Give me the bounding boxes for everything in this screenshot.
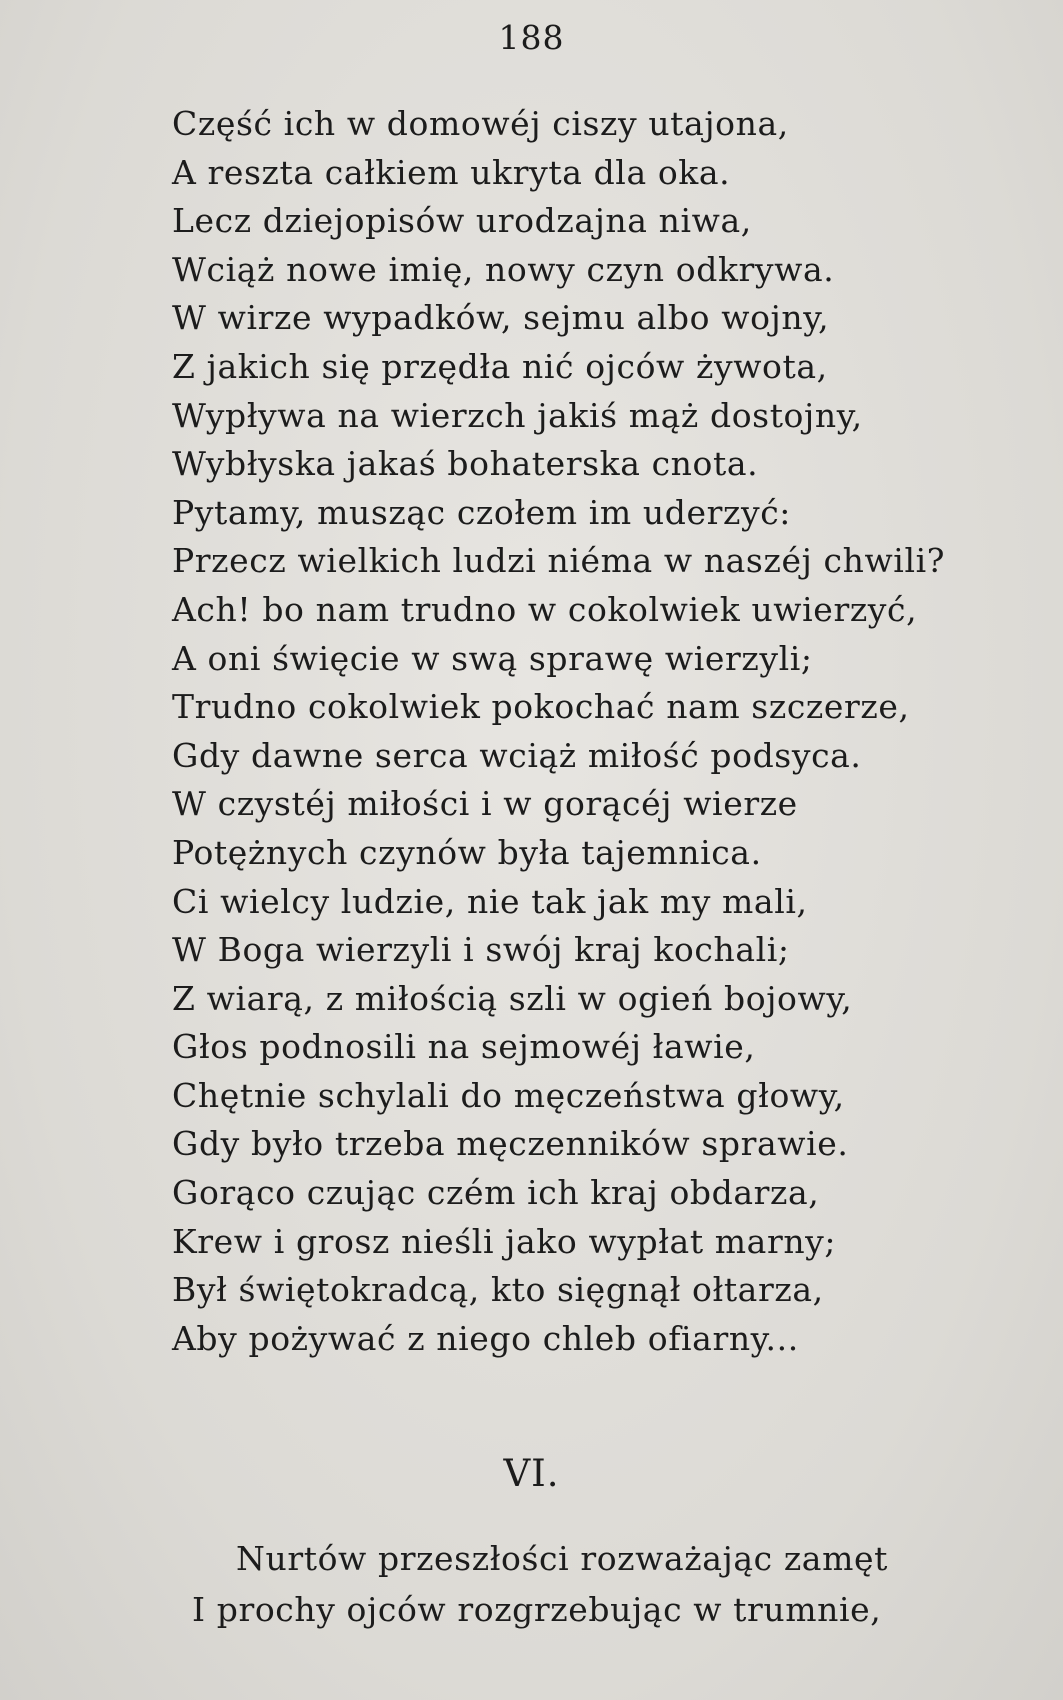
poem-line: Potężnych czynów była tajemnica.	[172, 832, 762, 872]
poem-line: W Boga wierzyli i swój kraj kochali;	[172, 930, 790, 970]
poem-line: Nurtów przeszłości rozważając zamęt	[236, 1539, 888, 1578]
poem-line: A reszta całkiem ukryta dla oka.	[172, 152, 731, 192]
poem-line: Ci wielcy ludzie, nie tak jak my mali,	[172, 881, 808, 921]
poem-line: Część ich w domowéj ciszy utajona,	[172, 104, 789, 143]
poem-line: Gdy dawne serca wciąż miłość podsyca.	[172, 735, 862, 775]
poem-line: Gorąco czując czém ich kraj obdarza,	[172, 1173, 820, 1213]
poem-line: Wciąż nowe imię, nowy czyn odkrywa.	[172, 249, 835, 289]
poem-line: Przecz wielkich ludzi niéma w naszéj chwili?	[172, 541, 946, 581]
poem-line: I prochy ojców rozgrzebując w trumnie,	[192, 1590, 882, 1629]
poem-line: Z jakich się przędła nić ojców żywota,	[172, 346, 828, 386]
poem-line: Wybłyska jakaś bohaterska cnota.	[172, 444, 759, 484]
poem-line: Wypływa na wierzch jakiś mąż dostojny,	[172, 395, 863, 435]
poem-line: W czystéj miłości i w gorącéj wierze	[172, 784, 798, 824]
poem-line: Głos podnosili na sejmowéj ławie,	[172, 1027, 756, 1067]
poem-line: Krew i grosz nieśli jako wypłat marny;	[172, 1221, 837, 1261]
poem-line: A oni święcie w swą sprawę wierzyli;	[172, 638, 813, 678]
section-heading: VI.	[503, 1452, 560, 1495]
poem-line: W wirze wypadków, sejmu albo wojny,	[172, 298, 830, 338]
poem-line: Z wiarą, z miłością szli w ogień bojowy,	[172, 978, 853, 1018]
poem-line: Trudno cokolwiek pokochać nam szczerze,	[172, 687, 910, 727]
poem-stanza	[172, 100, 945, 1363]
poem-line: Ach! bo nam trudno w cokolwiek uwierzyć,	[172, 589, 918, 629]
poem-line: Aby pożywać z niego chleb ofiarny...	[172, 1318, 799, 1358]
poem-line: Lecz dziejopisów urodzajna niwa,	[172, 201, 752, 241]
page-number: 188	[498, 18, 565, 57]
poem-line: Pytamy, musząc czołem im uderzyć:	[172, 492, 792, 532]
poem-stanza-2	[192, 1533, 888, 1635]
poem-line: Chętnie schylali do męczeństwa głowy,	[172, 1075, 845, 1115]
poem-line: Był świętokradcą, kto sięgnął ołtarza,	[172, 1270, 824, 1310]
poem-line: Gdy było trzeba męczenników sprawie.	[172, 1124, 849, 1164]
